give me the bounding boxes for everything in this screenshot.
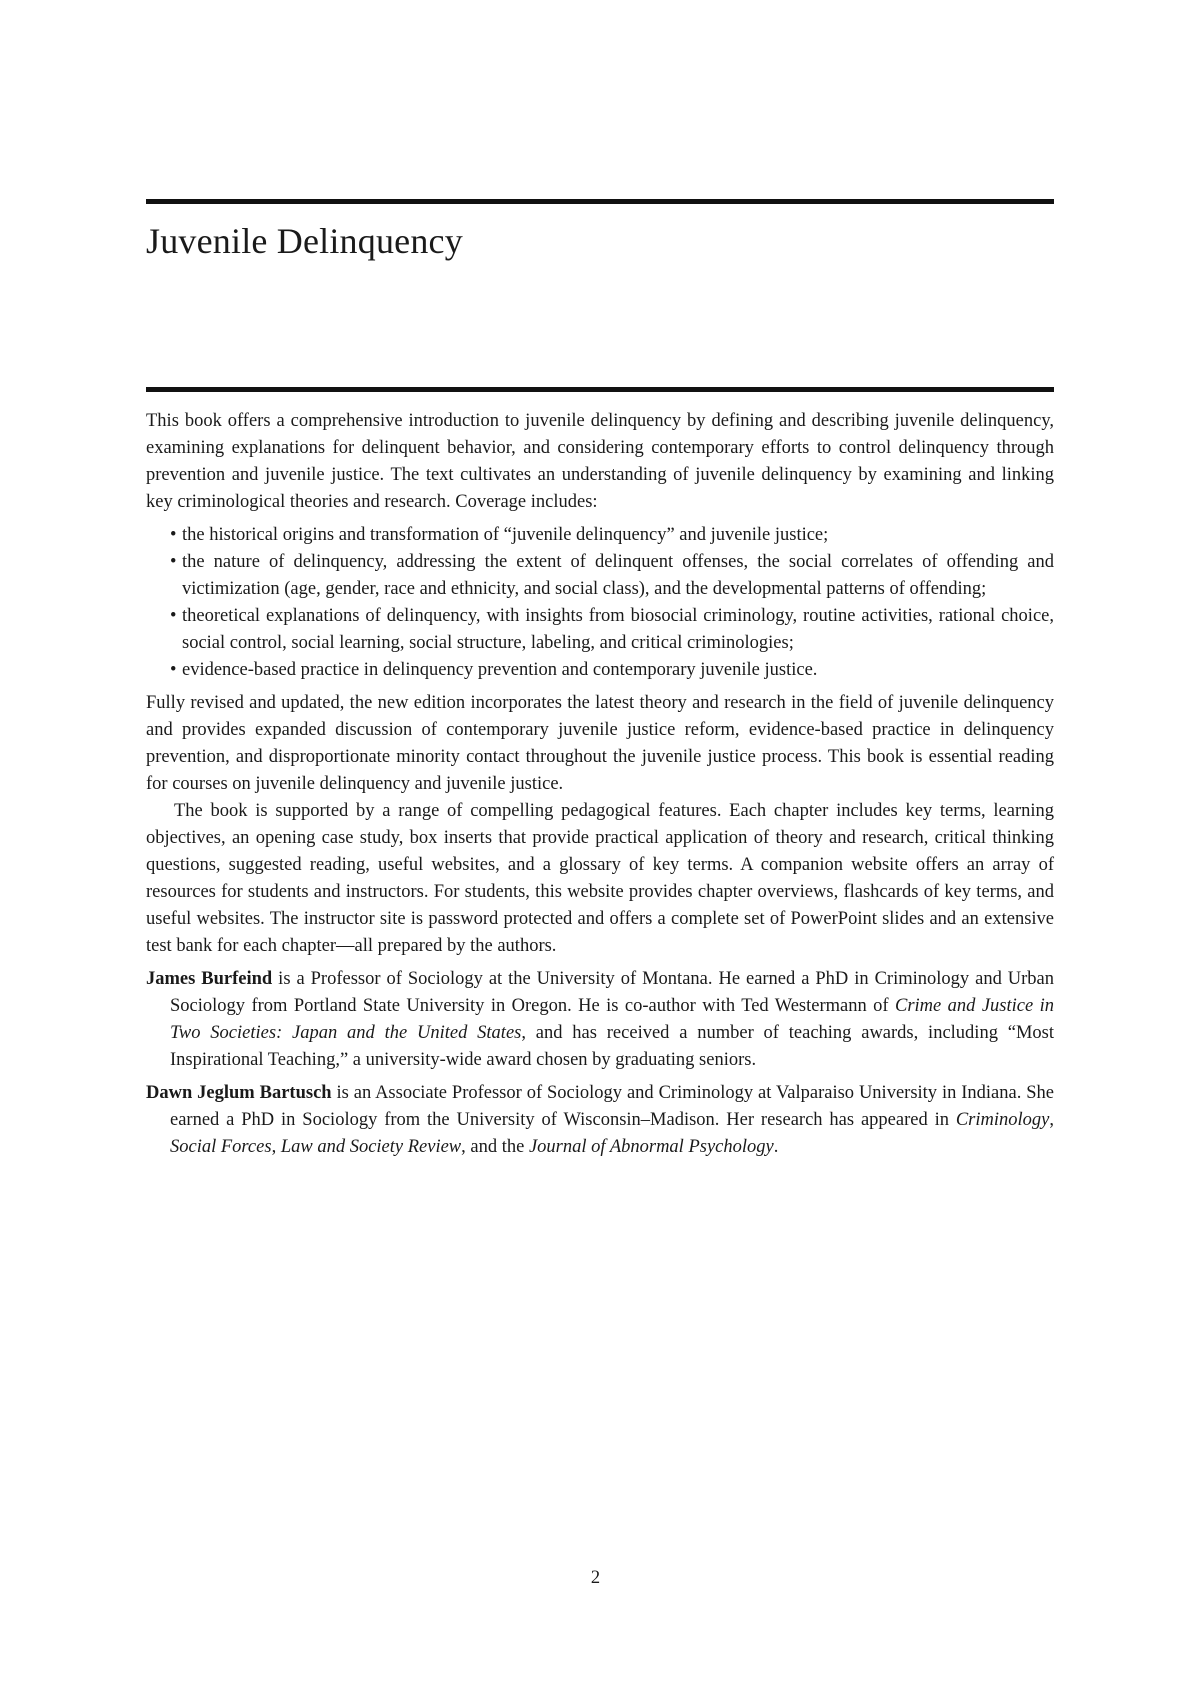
author-name: James Burfeind [146,969,273,989]
author-name: Dawn Jeglum Bartusch [146,1083,332,1103]
author-bio-bartusch: Dawn Jeglum Bartusch is an Associate Professor of Sociology and Criminology at Valparaiso University in Indiana. She earned a PhD in Sociology from the University of Wisconsin–Madison. Her research has appeared in Criminology, Social Forces, Law and Society Review, and the Journal of Abnormal Psychology. [146,1083,1054,1157]
book-title-italic: Crime and Justice in Two Societies: Japan and the United States [170,996,1054,1043]
revised-edition-paragraph: Fully revised and updated, the new edition incorporates the latest theory and research in the field of juvenile delinquency and provides expanded discussion of contemporary juvenile justice reform, evidence-based practice in delinquency prevention, and disproportionate minority contact throughout the juvenile justice process. This book is essential reading for courses on juvenile delinquency and juvenile justice. [146,693,1054,794]
book-title: Juvenile Delinquency [146,221,463,261]
section-rule [146,387,1054,392]
list-item: • the nature of delinquency, addressing the extent of delinquent offenses, the social correlates of offending and victimization (age, gender, race and ethnicity, and social class), and the developmental patterns of offending; [146,549,1054,603]
list-item: • the historical origins and transformation of “juvenile delinquency” and juvenile justice; [146,522,1054,549]
coverage-list [146,522,1054,684]
page-number: 2 [590,1568,601,1588]
intro-paragraph: This book offers a comprehensive introduction to juvenile delinquency by defining and describing juvenile delinquency, examining explanations for delinquent behavior, and considering contemporary efforts to control delinquency through prevention and juvenile justice. The text cultivates an understanding of juvenile delinquency by examining and linking key criminological theories and research. Coverage includes: [146,411,1054,512]
journal-title: Law and Society Review [280,1137,462,1157]
bullet-icon: • [170,552,177,572]
top-rule [146,199,1054,204]
journal-title: Journal of Abnormal Psychology [528,1137,774,1157]
list-item: • evidence-based practice in delinquency prevention and contemporary juvenile justice. [146,657,1054,684]
journal-title: Criminology [955,1110,1050,1130]
journal-title: Social Forces [170,1137,272,1157]
bullet-icon: • [170,660,177,680]
bullet-icon: • [170,525,177,545]
features-paragraph: The book is supported by a range of compelling pedagogical features. Each chapter includes key terms, learning objectives, an opening case study, box inserts that provide practical application of theory and research, critical thinking questions, suggested reading, useful websites, and a glossary of key terms. A companion website offers an array of resources for students and instructors. For students, this website provides chapter overviews, flashcards of key terms, and useful websites. The instructor site is password protected and offers a complete set of PowerPoint slides and an extensive test bank for each chapter—all prepared by the authors. [146,801,1054,956]
description-body [146,408,1054,1167]
list-item: • theoretical explanations of delinquency, with insights from biosocial criminology, routine activities, rational choice, social control, social learning, social structure, labeling, and critical criminologies; [146,603,1054,657]
bullet-icon: • [170,606,177,626]
author-bio-burfeind: James Burfeind is a Professor of Sociology at the University of Montana. He earned a PhD in Criminology and Urban Sociology from Portland State University in Oregon. He is co-author with Ted Westermann of Crime and Justice in Two Societies: Japan and the United States, and has received a number of teaching awards, including “Most Inspirational Teaching,” a university-wide award chosen by graduating seniors. [146,969,1055,1070]
